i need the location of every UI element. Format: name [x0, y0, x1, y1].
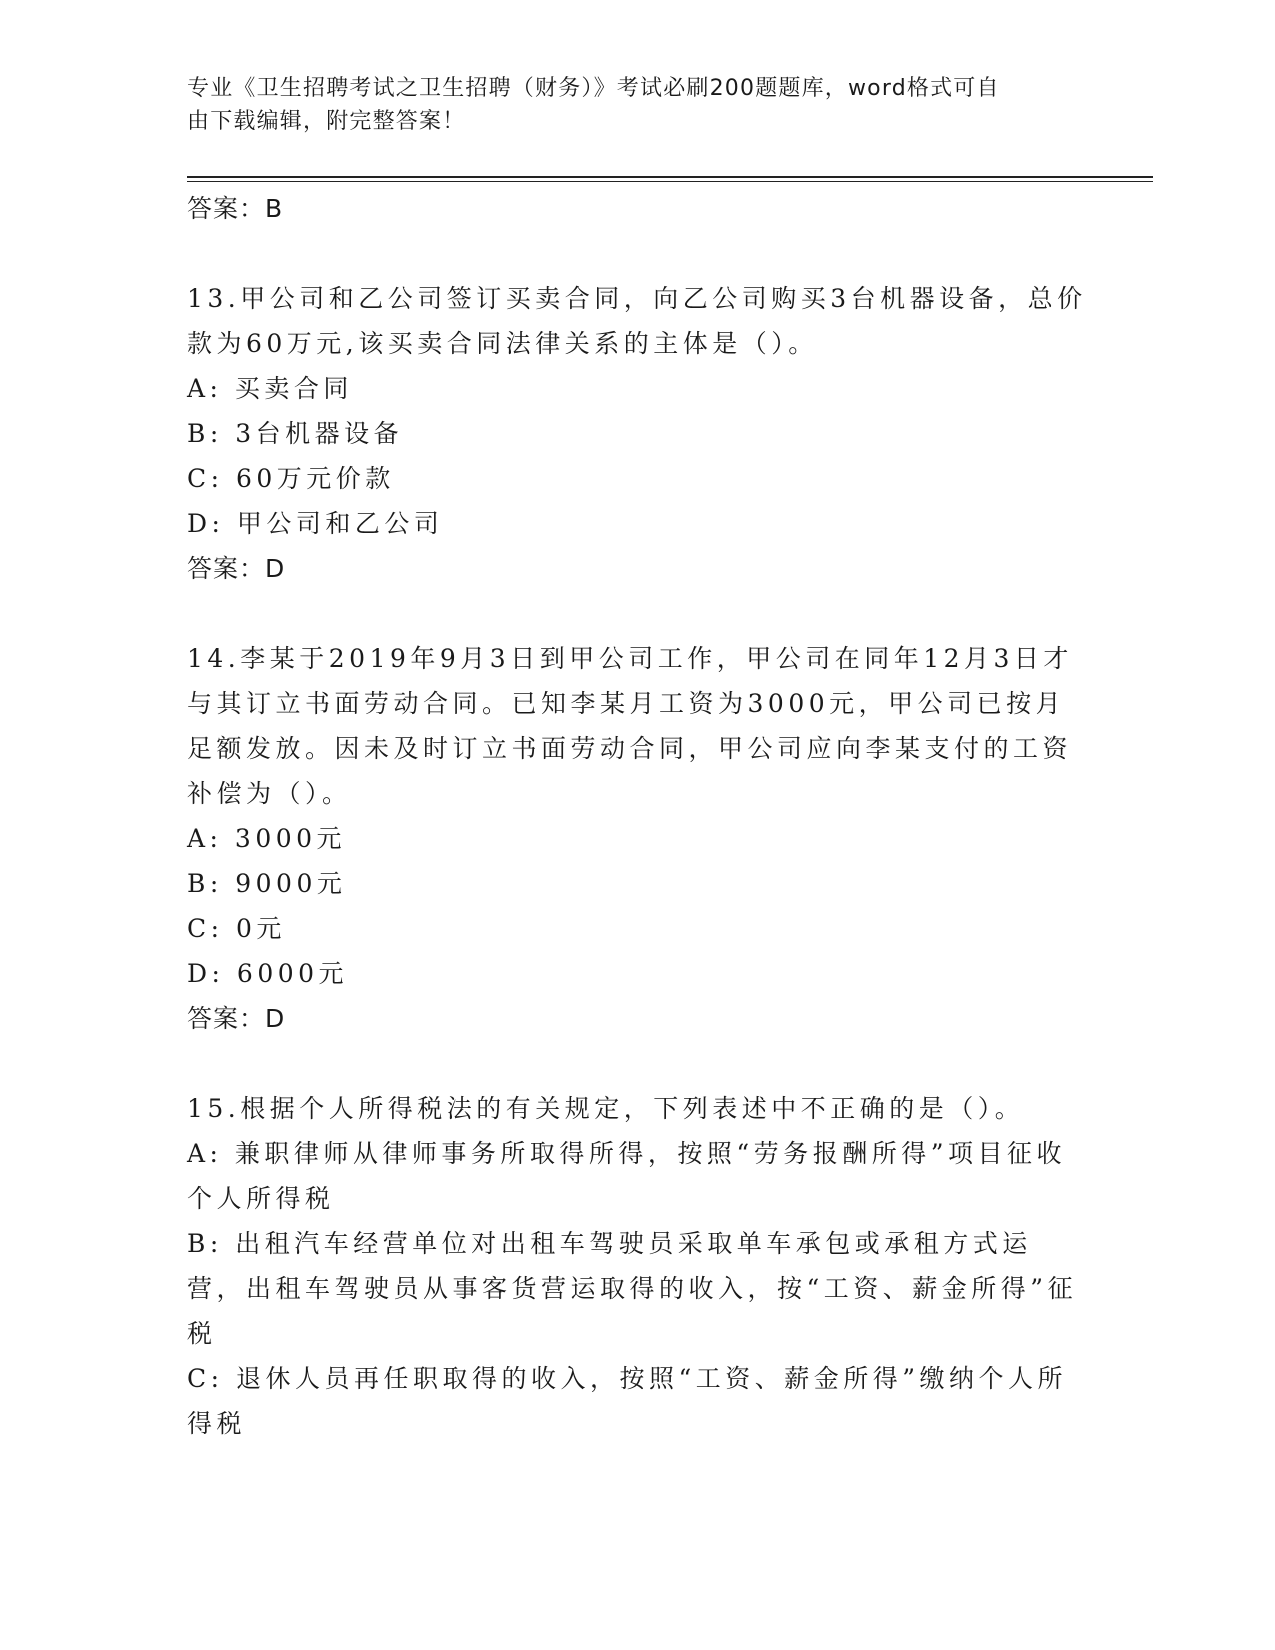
option-b: B: 出租汽车经营单位对出租车驾驶员采取单车承包或承租方式运营，出租车驾驶员从事客货营运取得的收入，按“工资、薪金所得”征税 [187, 1229, 1078, 1348]
option-a: A: 买卖合同 [187, 374, 353, 403]
question-stem: 13.甲公司和乙公司签订买卖合同，向乙公司购买3台机器设备，总价款为60万元,该买卖合同法律关系的主体是（）。 [187, 284, 1087, 358]
header-line-2: 由下载编辑，附完整答案！ [187, 109, 466, 134]
document-body [187, 186, 1087, 1446]
answer-previous: 答案：B [187, 194, 284, 223]
option-c: C: 退休人员再任职取得的收入，按照“工资、薪金所得”缴纳个人所得税 [187, 1364, 1068, 1438]
header-rule [187, 176, 1153, 178]
option-b: B: 9000元 [187, 869, 347, 898]
answer: 答案：D [187, 554, 286, 583]
question-stem: 15.根据个人所得税法的有关规定，下列表述中不正确的是（）。 [187, 1094, 1025, 1123]
question-15 [187, 1086, 1087, 1446]
option-c: C: 0元 [187, 914, 286, 943]
option-a: A: 3000元 [187, 824, 347, 853]
page-header [187, 72, 1077, 138]
question-13 [187, 276, 1087, 591]
question-14 [187, 636, 1087, 1041]
option-b: B: 3台机器设备 [187, 419, 404, 448]
question-stem: 14.李某于2019年9月3日到甲公司工作，甲公司在同年12月3日才与其订立书面劳动合同。已知李某月工资为3000元，甲公司已按月足额发放。因未及时订立书面劳动合同，甲公司应向李某支付的工资补偿为（）。 [187, 644, 1073, 808]
spacer [187, 1041, 1087, 1086]
option-d: D: 6000元 [187, 959, 349, 988]
option-d: D: 甲公司和乙公司 [187, 509, 444, 538]
header-line-1: 专业《卫生招聘考试之卫生招聘（财务）》考试必刷200题题库，word格式可自 [187, 76, 1000, 101]
option-a: A: 兼职律师从律师事务所取得所得，按照“劳务报酬所得”项目征收个人所得税 [187, 1139, 1066, 1213]
answer: 答案：D [187, 1004, 286, 1033]
option-c: C: 60万元价款 [187, 464, 395, 493]
spacer [187, 231, 1087, 276]
spacer [187, 591, 1087, 636]
header-rule-thin [187, 181, 1153, 182]
